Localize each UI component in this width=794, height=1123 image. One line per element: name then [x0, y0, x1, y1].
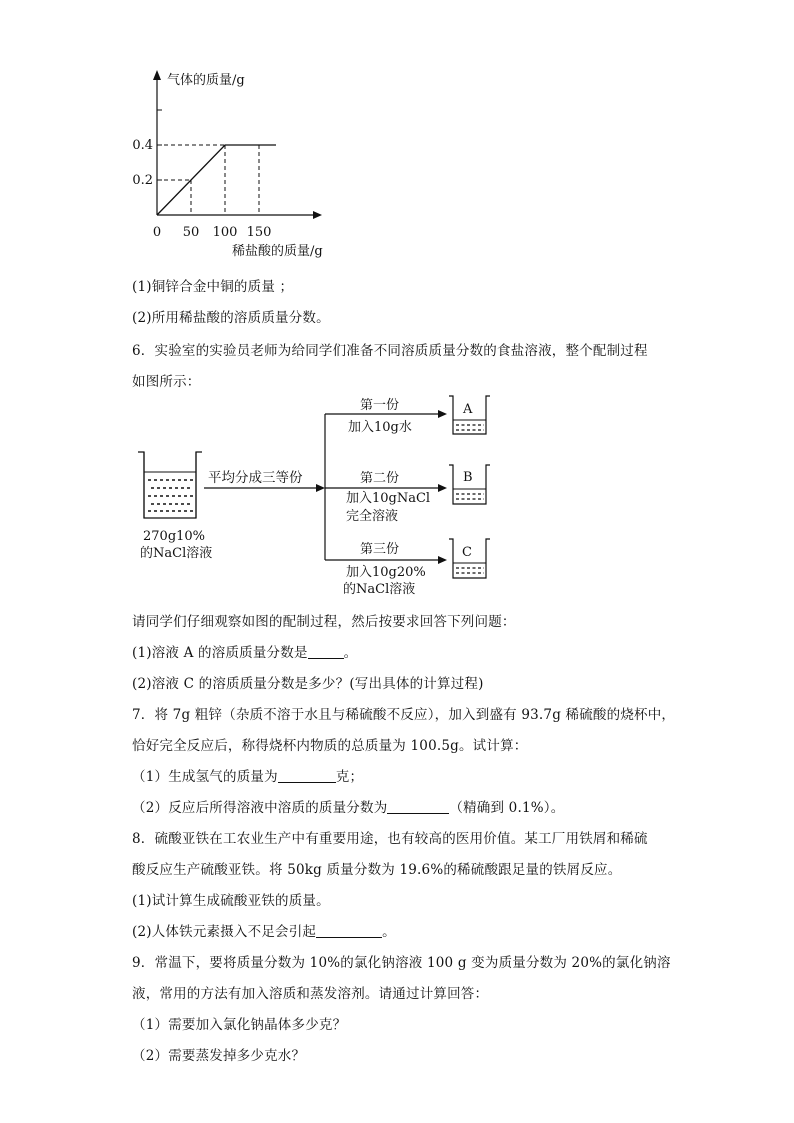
x-tick-label: 50 — [182, 225, 200, 240]
branch2-bottom1-label: 加入10gNaCl — [346, 491, 431, 506]
branch1-bottom-label: 加入10g水 — [348, 420, 412, 435]
y-axis-label: 气体的质量/g — [167, 73, 245, 88]
q8-stem-line2: 酸反应生产硫酸亚铁。将 50kg 质量分数为 19.6%的稀硫酸跟足量的铁屑反应。 — [132, 862, 622, 878]
beaker-a — [449, 396, 490, 434]
q9-part2: （2）需要蒸发掉多少克水？ — [132, 1048, 306, 1064]
branch2-bottom2-label: 完全溶液 — [346, 509, 399, 524]
answer-blank[interactable] — [278, 768, 336, 783]
beaker-c — [449, 539, 490, 578]
answer-blank[interactable] — [316, 923, 382, 938]
q6-part1-end: 。 — [343, 645, 358, 661]
q6-part1-text: (1)溶液 A 的溶质质量分数是 — [132, 645, 308, 661]
q6-instruction: 请同学们仔细观察如图的配制过程，然后按要求回答下列问题： — [132, 614, 516, 630]
answer-blank[interactable] — [387, 799, 449, 814]
source-label-line2: 的NaCl溶液 — [140, 546, 213, 561]
y-tick-label: 0.2 — [132, 173, 153, 188]
q6-stem-line2: 如图所示： — [132, 374, 201, 390]
x-axis-arrow — [313, 211, 322, 219]
q6-stem-line1: 6．实验室的实验员老师为给同学们准备不同溶质质量分数的食盐溶液，整个配制过程 — [132, 343, 648, 359]
q7-stem-line1: 7．将 7g 粗锌（杂质不溶于水且与稀硫酸不反应），加入到盛有 93.7g 稀硫酸的烧杯中， — [132, 707, 676, 723]
source-label-line1: 270g10% — [143, 529, 206, 544]
q6-part2: (2)溶液 C 的溶质质量分数是多少？(写出具体的计算过程) — [132, 676, 484, 692]
q9-stem-line1: 9．常温下，要将质量分数为 10%的氯化钠溶液 100 g 变为质量分数为 20%的氯化钠溶 — [132, 955, 671, 971]
q7-part2-text: （2）反应后所得溶液中溶质的质量分数为 — [132, 800, 388, 816]
beaker-c-label: C — [462, 545, 472, 560]
q7-part2-end: （精确到 0.1%）。 — [449, 800, 565, 816]
answer-blank[interactable] — [308, 644, 344, 659]
source-beaker — [138, 452, 202, 518]
x-tick-label: 100 — [212, 225, 238, 240]
q8-part1: (1)试计算生成硫酸亚铁的质量。 — [132, 893, 330, 909]
y-axis-arrow — [153, 70, 161, 80]
q8-part2 — [132, 920, 396, 940]
beaker-b-label: B — [463, 470, 473, 485]
q9-part1: （1）需要加入氯化钠晶体多少克？ — [132, 1017, 347, 1033]
beaker-b — [449, 465, 490, 504]
q7-part2 — [132, 796, 564, 816]
x-tick-label: 0 — [152, 225, 162, 240]
dilution-diagram — [130, 390, 500, 605]
branch1-top-label: 第一份 — [360, 398, 400, 413]
branch3-bottom2-label: 的NaCl溶液 — [343, 582, 416, 597]
branch3-top-label: 第三份 — [360, 542, 400, 557]
q7-part1-text: （1）生成氢气的质量为 — [132, 769, 278, 785]
q7-part1 — [132, 765, 363, 785]
q9-stem-line2: 液，常用的方法有加入溶质和蒸发溶剂。请通过计算回答： — [132, 986, 489, 1002]
q6-part1 — [132, 641, 357, 661]
x-axis-label: 稀盐酸的质量/g — [232, 244, 323, 259]
y-tick-label: 0.4 — [132, 138, 153, 153]
q7-stem-line2: 恰好完全反应后，称得烧杯内物质的总质量为 100.5g。试计算： — [132, 738, 528, 754]
q7-part1-end: 克； — [335, 769, 364, 785]
split-label: 平均分成三等份 — [208, 470, 303, 486]
branch3-bottom1-label: 加入10g20% — [346, 565, 426, 580]
q5-part1: (1)铜锌合金中铜的质量 ； — [132, 279, 294, 295]
q8-part2-end: 。 — [382, 924, 396, 940]
q8-stem-line1: 8．硫酸亚铁在工农业生产中有重要用途，也有较高的医用价值。某工厂用铁屑和稀硫 — [132, 831, 648, 847]
q8-part2-text: (2)人体铁元素摄入不足会引起 — [132, 924, 317, 940]
branch2-top-label: 第二份 — [360, 471, 400, 486]
q5-part2: (2)所用稀盐酸的溶质质量分数。 — [132, 310, 330, 326]
gas-mass-chart — [120, 60, 340, 265]
beaker-a-label: A — [463, 402, 473, 417]
x-tick-label: 150 — [246, 225, 272, 240]
